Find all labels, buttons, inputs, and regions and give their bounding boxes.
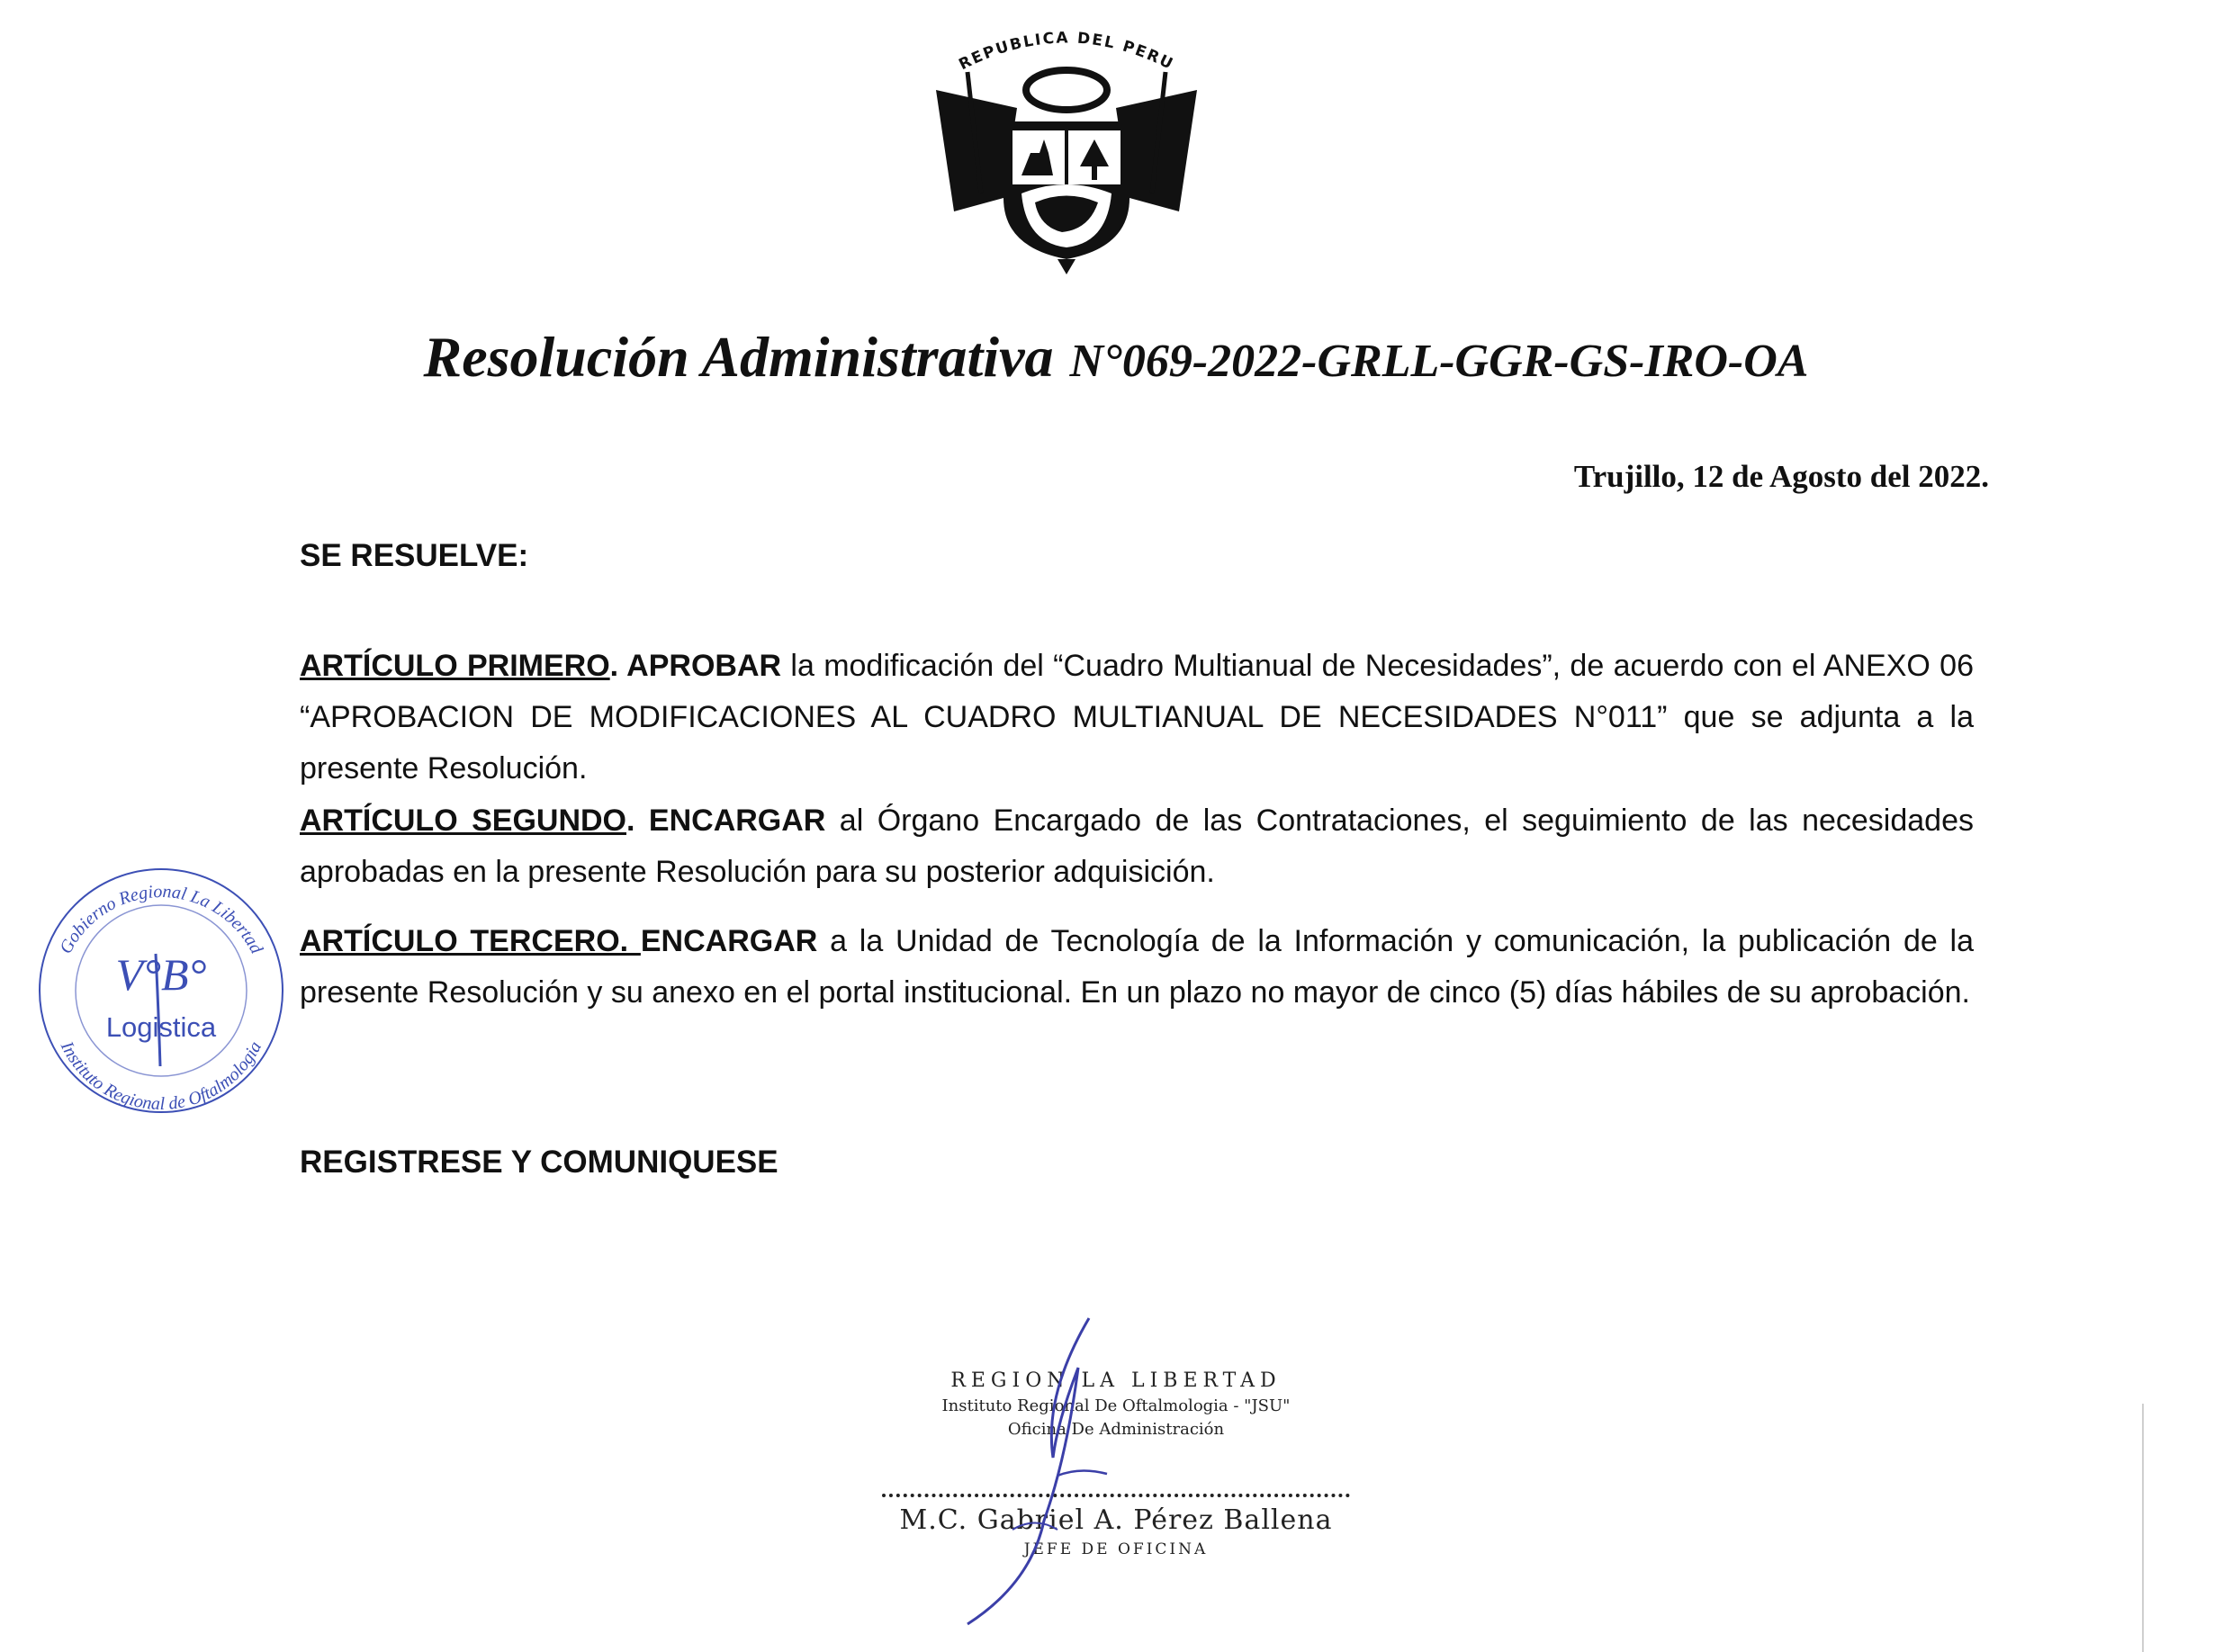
article-label: ARTÍCULO PRIMERO xyxy=(300,649,610,683)
article-text: la modificación del “Cuadro Multianual de Necesidades”, de acuerdo con el ANEXO 06 “APROBACION DE MODIFICACIONES AL CUADRO MULTIANUAL DE NECESIDADES N°011” que se adjunta a la presente Resolución. xyxy=(300,649,1974,786)
stamp-mark: V°B° xyxy=(115,949,207,1000)
article-verb: APROBAR xyxy=(626,649,782,683)
signatory-name: M.C. Gabriel A. Pérez Ballena xyxy=(899,1504,1333,1536)
article-text: al Órgano Encargado de las Contrataciones, el seguimiento de las necesidades aprobadas en la presente Resolución para su posterior adquisición. xyxy=(300,804,1974,889)
signature-region: REGION LA LIBERTAD xyxy=(950,1369,1282,1392)
article-verb: ENCARGAR xyxy=(640,924,818,958)
page-edge-line xyxy=(2142,1404,2144,1652)
stamp-bottom-text: Instituto Regional de Oftalmologia xyxy=(56,1037,266,1115)
article-verb: ENCARGAR xyxy=(648,804,826,838)
resolution-title xyxy=(0,324,2232,391)
signatory-role: JEFE DE OFICINA xyxy=(1023,1540,1209,1558)
article-tercero xyxy=(300,916,1974,1019)
se-resuelve-heading: SE RESUELVE: xyxy=(300,538,529,573)
article-separator: . xyxy=(626,804,649,838)
article-label: ARTÍCULO TERCERO. xyxy=(300,924,641,958)
closing-heading: REGISTRESE Y COMUNIQUESE xyxy=(300,1145,778,1180)
article-primero xyxy=(300,641,1974,795)
title-number: N°069-2022-GRLL-GGR-GS-IRO-OA xyxy=(1069,336,1809,387)
signature-office: Oficina De Administración xyxy=(1007,1420,1225,1439)
article-segundo xyxy=(300,795,1974,898)
stamp-department: Logistica xyxy=(105,1011,217,1043)
signature-institute: Instituto Regional De Oftalmologia - "JSU" xyxy=(941,1396,1291,1415)
coat-of-arms-icon xyxy=(918,18,1215,279)
article-label: ARTÍCULO SEGUNDO xyxy=(300,804,626,838)
handwritten-signature xyxy=(864,1314,1368,1638)
document-date: Trujillo, 12 de Agosto del 2022. xyxy=(1573,459,1989,494)
article-text: a la Unidad de Tecnología de la Información y comunicación, la publicación de la presente Resolución y su anexo en el portal institucional. En un plazo no mayor de cinco (5) días hábiles de su aprobación. xyxy=(300,924,1974,1010)
article-separator: . xyxy=(609,649,627,683)
approval-stamp xyxy=(34,864,288,1118)
coat-caption: REPUBLICA DEL PERU xyxy=(956,29,1177,75)
title-main: Resolución Administrativa xyxy=(423,325,1054,389)
signature-block xyxy=(864,1314,1368,1638)
stamp-top-text: Gobierno Regional La Libertad xyxy=(55,881,267,957)
